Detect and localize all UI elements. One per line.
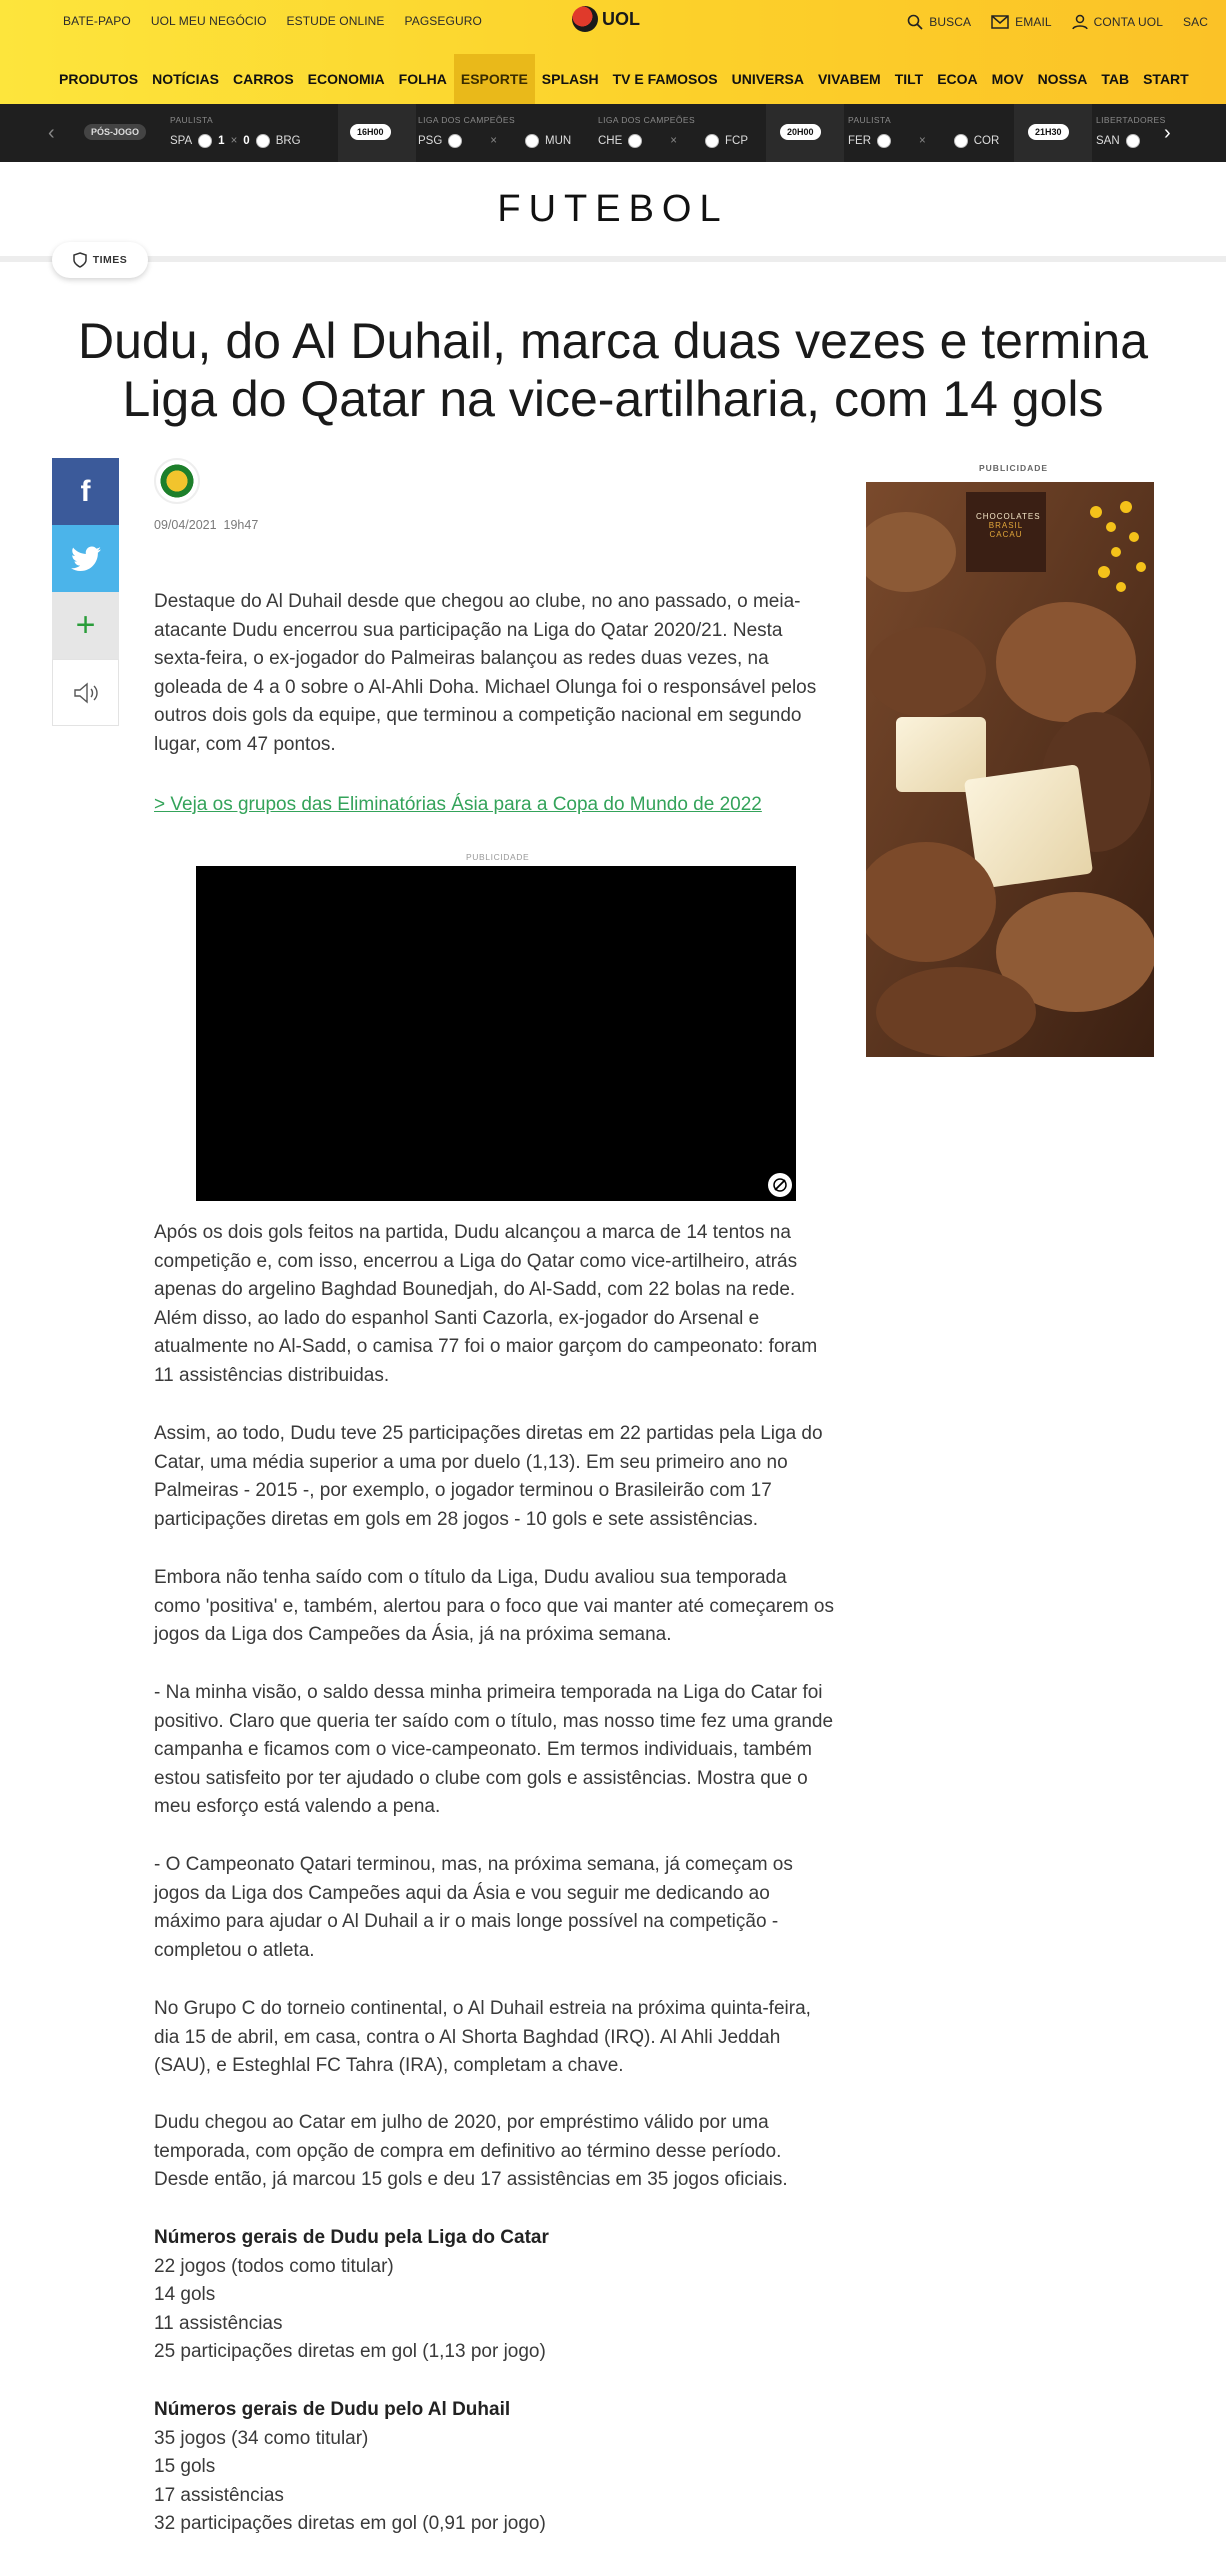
email-button[interactable]: EMAIL xyxy=(991,15,1052,29)
plus-icon: + xyxy=(75,606,96,644)
util-link-estude-online[interactable]: ESTUDE ONLINE xyxy=(286,14,385,28)
nav-item-tab[interactable]: TAB xyxy=(1101,71,1130,87)
article-paragraph: Após os dois gols feitos na partida, Dudu alcançou a marca de 14 tentos na competição e, com isso, encerrou a Liga do Qatar como vice-artilheiro, atrás apenas do argelino Baghdad Bounedjah, do Al-Sadd, com 22 bolas na rede. Além disso, ao lado do espanhol Santi Cazorla, ex-jogador do Arsenal e atualmente no Al-Sadd, o camisa 77 foi o maior garçom do campeonato: foram 11 assistências distribuidas. xyxy=(154,1222,818,1386)
sac-link[interactable]: SAC xyxy=(1183,15,1208,29)
main-nav xyxy=(52,54,1196,104)
nav-item-vivabem[interactable]: VIVABEM xyxy=(817,71,881,87)
team-crest-icon xyxy=(1126,134,1140,148)
article-paragraph: No Grupo C do torneio continental, o Al Duhail estreia na próxima quinta-feira, dia 15 de abril, em casa, contra o Al Shorta Baghdad (IRQ). Al Ahli Jeddah (SAU), e Esteghlal FC Tahra (IRA), completam a chave. xyxy=(154,1998,811,2077)
top-header xyxy=(0,0,1226,104)
stats-line: 17 assistências xyxy=(154,2484,284,2506)
nav-item-economia[interactable]: ECONOMIA xyxy=(307,71,385,87)
team-crest-icon xyxy=(877,134,891,148)
team-crest-icon xyxy=(525,134,539,148)
stats-line: 25 participações diretas em gol (1,13 por jogo) xyxy=(154,2341,546,2363)
facebook-icon: f xyxy=(80,474,91,508)
chocolate-ad-image xyxy=(866,482,1154,1057)
search-icon xyxy=(907,14,923,30)
chevron-right-icon[interactable]: › xyxy=(1164,122,1171,144)
speaker-icon xyxy=(72,681,100,705)
listen-button[interactable] xyxy=(52,659,119,726)
game-card[interactable]: LIGA DOS CAMPEÕES CHE × FCP xyxy=(598,115,748,147)
chocolate-ad-banner[interactable] xyxy=(866,482,1154,1057)
shield-icon xyxy=(73,252,87,268)
time-badge: 20H00 xyxy=(780,124,821,140)
stats-title: Números gerais de Dudu pelo Al Duhail xyxy=(154,2399,511,2420)
home-score: 1 xyxy=(218,135,225,147)
share-bar xyxy=(52,458,119,726)
team-crest-icon xyxy=(198,134,212,148)
team-crest-icon xyxy=(448,134,462,148)
stats-block-club xyxy=(154,2396,836,2539)
section-header xyxy=(0,162,1226,262)
stats-line: 22 jogos (todos como titular) xyxy=(154,2255,394,2277)
article-quote: - O Campeonato Qatari terminou, mas, na próxima semana, já começam os jogos da Liga dos Campeões aqui da Ásia e vou seguir me dedicando ao máximo para ajudar o Al Duhail a ir o mais longe possível na competição - completou o atleta. xyxy=(154,1854,793,1961)
stats-line: 35 jogos (34 como titular) xyxy=(154,2427,369,2449)
ad-label: PUBLICIDADE xyxy=(466,852,530,862)
time-badge: 16H00 xyxy=(350,124,391,140)
nav-item-tv-e-famosos[interactable]: TV E FAMOSOS xyxy=(612,71,718,87)
nav-item-splash[interactable]: SPLASH xyxy=(541,71,599,87)
stats-line: 32 participações diretas em gol (0,91 por jogo) xyxy=(154,2513,546,2535)
stats-line: 14 gols xyxy=(154,2284,216,2306)
nav-item-mov[interactable]: MOV xyxy=(991,71,1024,87)
more-share-button[interactable] xyxy=(52,592,119,659)
related-article-link[interactable]: > Veja os grupos das Eliminatórias Ásia para a Copa do Mundo de 2022 xyxy=(154,794,762,815)
article-title: Dudu, do Al Duhail, marca duas vezes e termina Liga do Qatar na vice-artilharia, com 14 gols xyxy=(78,313,1148,427)
util-link-bate-papo[interactable]: BATE-PAPO xyxy=(63,14,131,28)
nav-item-folha[interactable]: FOLHA xyxy=(398,71,447,87)
team-crest-icon xyxy=(628,134,642,148)
article-paragraph: Dudu chegou ao Catar em julho de 2020, por empréstimo válido por uma temporada, com opção de compra em definitivo ao término desse período. Desde então, já marcou 15 gols e deu 17 assistências em 35 jogos oficiais. xyxy=(154,2112,788,2191)
account-button[interactable]: CONTA UOL xyxy=(1072,14,1163,30)
nav-item-universa[interactable]: UNIVERSA xyxy=(731,71,804,87)
game-card[interactable]: LIGA DOS CAMPEÕES PSG × MUN xyxy=(418,115,572,147)
author-avatar xyxy=(154,458,200,504)
nav-item-carros[interactable]: CARROS xyxy=(232,71,294,87)
away-team: BRG xyxy=(275,135,301,147)
utility-actions xyxy=(907,14,1208,30)
times-button[interactable]: TIMES xyxy=(52,242,148,278)
game-card[interactable]: PAULISTA FER × COR xyxy=(848,115,1000,147)
mute-icon[interactable] xyxy=(768,1173,792,1197)
score-ticker xyxy=(0,104,1226,162)
team-crest-icon xyxy=(256,134,270,148)
stats-line: 11 assistências xyxy=(154,2312,283,2334)
article-paragraph: Destaque do Al Duhail desde que chegou ao clube, no ano passado, o meia-atacante Dudu encerrou sua participação na Liga do Qatar 2020/21. Nesta sexta-feira, o ex-jogador do Palmeiras balançou as redes duas vezes, na goleada de 4 a 0 sobre o Al-Ahli Doha. Michael Olunga foi o responsável pelos outros dois gols da equipe, que terminou a competição nacional em segundo lugar, com 47 pontos. xyxy=(154,591,817,755)
team-crest-icon xyxy=(705,134,719,148)
nav-item-nossa[interactable]: NOSSA xyxy=(1037,71,1088,87)
nav-item-produtos[interactable]: PRODUTOS xyxy=(59,71,139,87)
stats-block-liga xyxy=(154,2224,836,2367)
section-title: FUTEBOL xyxy=(497,188,729,230)
article-paragraph: Assim, ao todo, Dudu teve 25 participações diretas em 22 partidas pela Liga do Catar, uma média superior a uma por duelo (1,13). Em seu primeiro ano no Palmeiras - 2015 -, por exemplo, o jogador terminou o Brasileirão com 17 participações diretas em gols em 28 jogos - 10 gols e sete assistências. xyxy=(154,1423,823,1530)
team-crest-icon xyxy=(954,134,968,148)
video-ad-player[interactable] xyxy=(196,866,796,1201)
util-link-pagseguro[interactable]: PAGSEGURO xyxy=(404,14,482,28)
nav-item-ecoa[interactable]: ECOA xyxy=(937,71,978,87)
article-paragraph: Embora não tenha saído com o título da Liga, Dudu avaliou sua temporada como 'positiva' e, também, alertou para o foco que vai manter até começarem os jogos da Liga dos Campeões da Ásia, já na próxima semana. xyxy=(154,1567,834,1646)
time-badge: 21H30 xyxy=(1028,124,1069,140)
nav-item-noticias[interactable]: NOTÍCIAS xyxy=(152,71,219,87)
article-quote: - Na minha visão, o saldo dessa minha primeira temporada na Liga do Catar foi positivo. Claro que queria ter saído com o título, mas nosso time fez uma grande campanha e ficamos com o vice-campeonato. Em termos individuais, também estou satisfeito por ter ajudado o clube com gols e assistências. Mostra que o meu esforço está valendo a pena. xyxy=(154,1682,834,1818)
ad-label: PUBLICIDADE xyxy=(979,463,1049,473)
user-icon xyxy=(1072,14,1088,30)
ad-brand: CHOCOLATES BRASIL CACAU xyxy=(976,512,1041,539)
chevron-left-icon[interactable]: ‹ xyxy=(48,122,55,144)
nav-item-tilt[interactable]: TILT xyxy=(894,71,924,87)
game-card[interactable]: LIBERTADORES SAN xyxy=(1096,115,1166,147)
nav-item-start[interactable]: START xyxy=(1143,71,1189,87)
uol-logo-icon xyxy=(572,6,598,32)
facebook-share-button[interactable] xyxy=(52,458,119,525)
search-button[interactable]: BUSCA xyxy=(907,14,971,30)
publish-date: 09/04/2021 19h47 xyxy=(154,518,259,532)
twitter-icon xyxy=(71,546,101,572)
stats-line: 15 gols xyxy=(154,2456,216,2478)
home-team: SPA xyxy=(170,135,193,147)
status-badge: PÓS-JOGO xyxy=(84,124,146,140)
util-link-uol-meu-negocio[interactable]: UOL MEU NEGÓCIO xyxy=(150,14,267,28)
nav-item-esporte[interactable]: ESPORTE xyxy=(454,54,535,104)
stats-title: Números gerais de Dudu pela Liga do Catar xyxy=(154,2227,549,2248)
mail-icon xyxy=(991,15,1009,29)
uol-logo[interactable]: UOL xyxy=(572,6,640,32)
twitter-share-button[interactable] xyxy=(52,525,119,592)
game-card[interactable]: PAULISTA SPA 1 × 0 BRG xyxy=(170,115,301,147)
utility-links xyxy=(63,14,482,30)
away-score: 0 xyxy=(243,135,250,147)
